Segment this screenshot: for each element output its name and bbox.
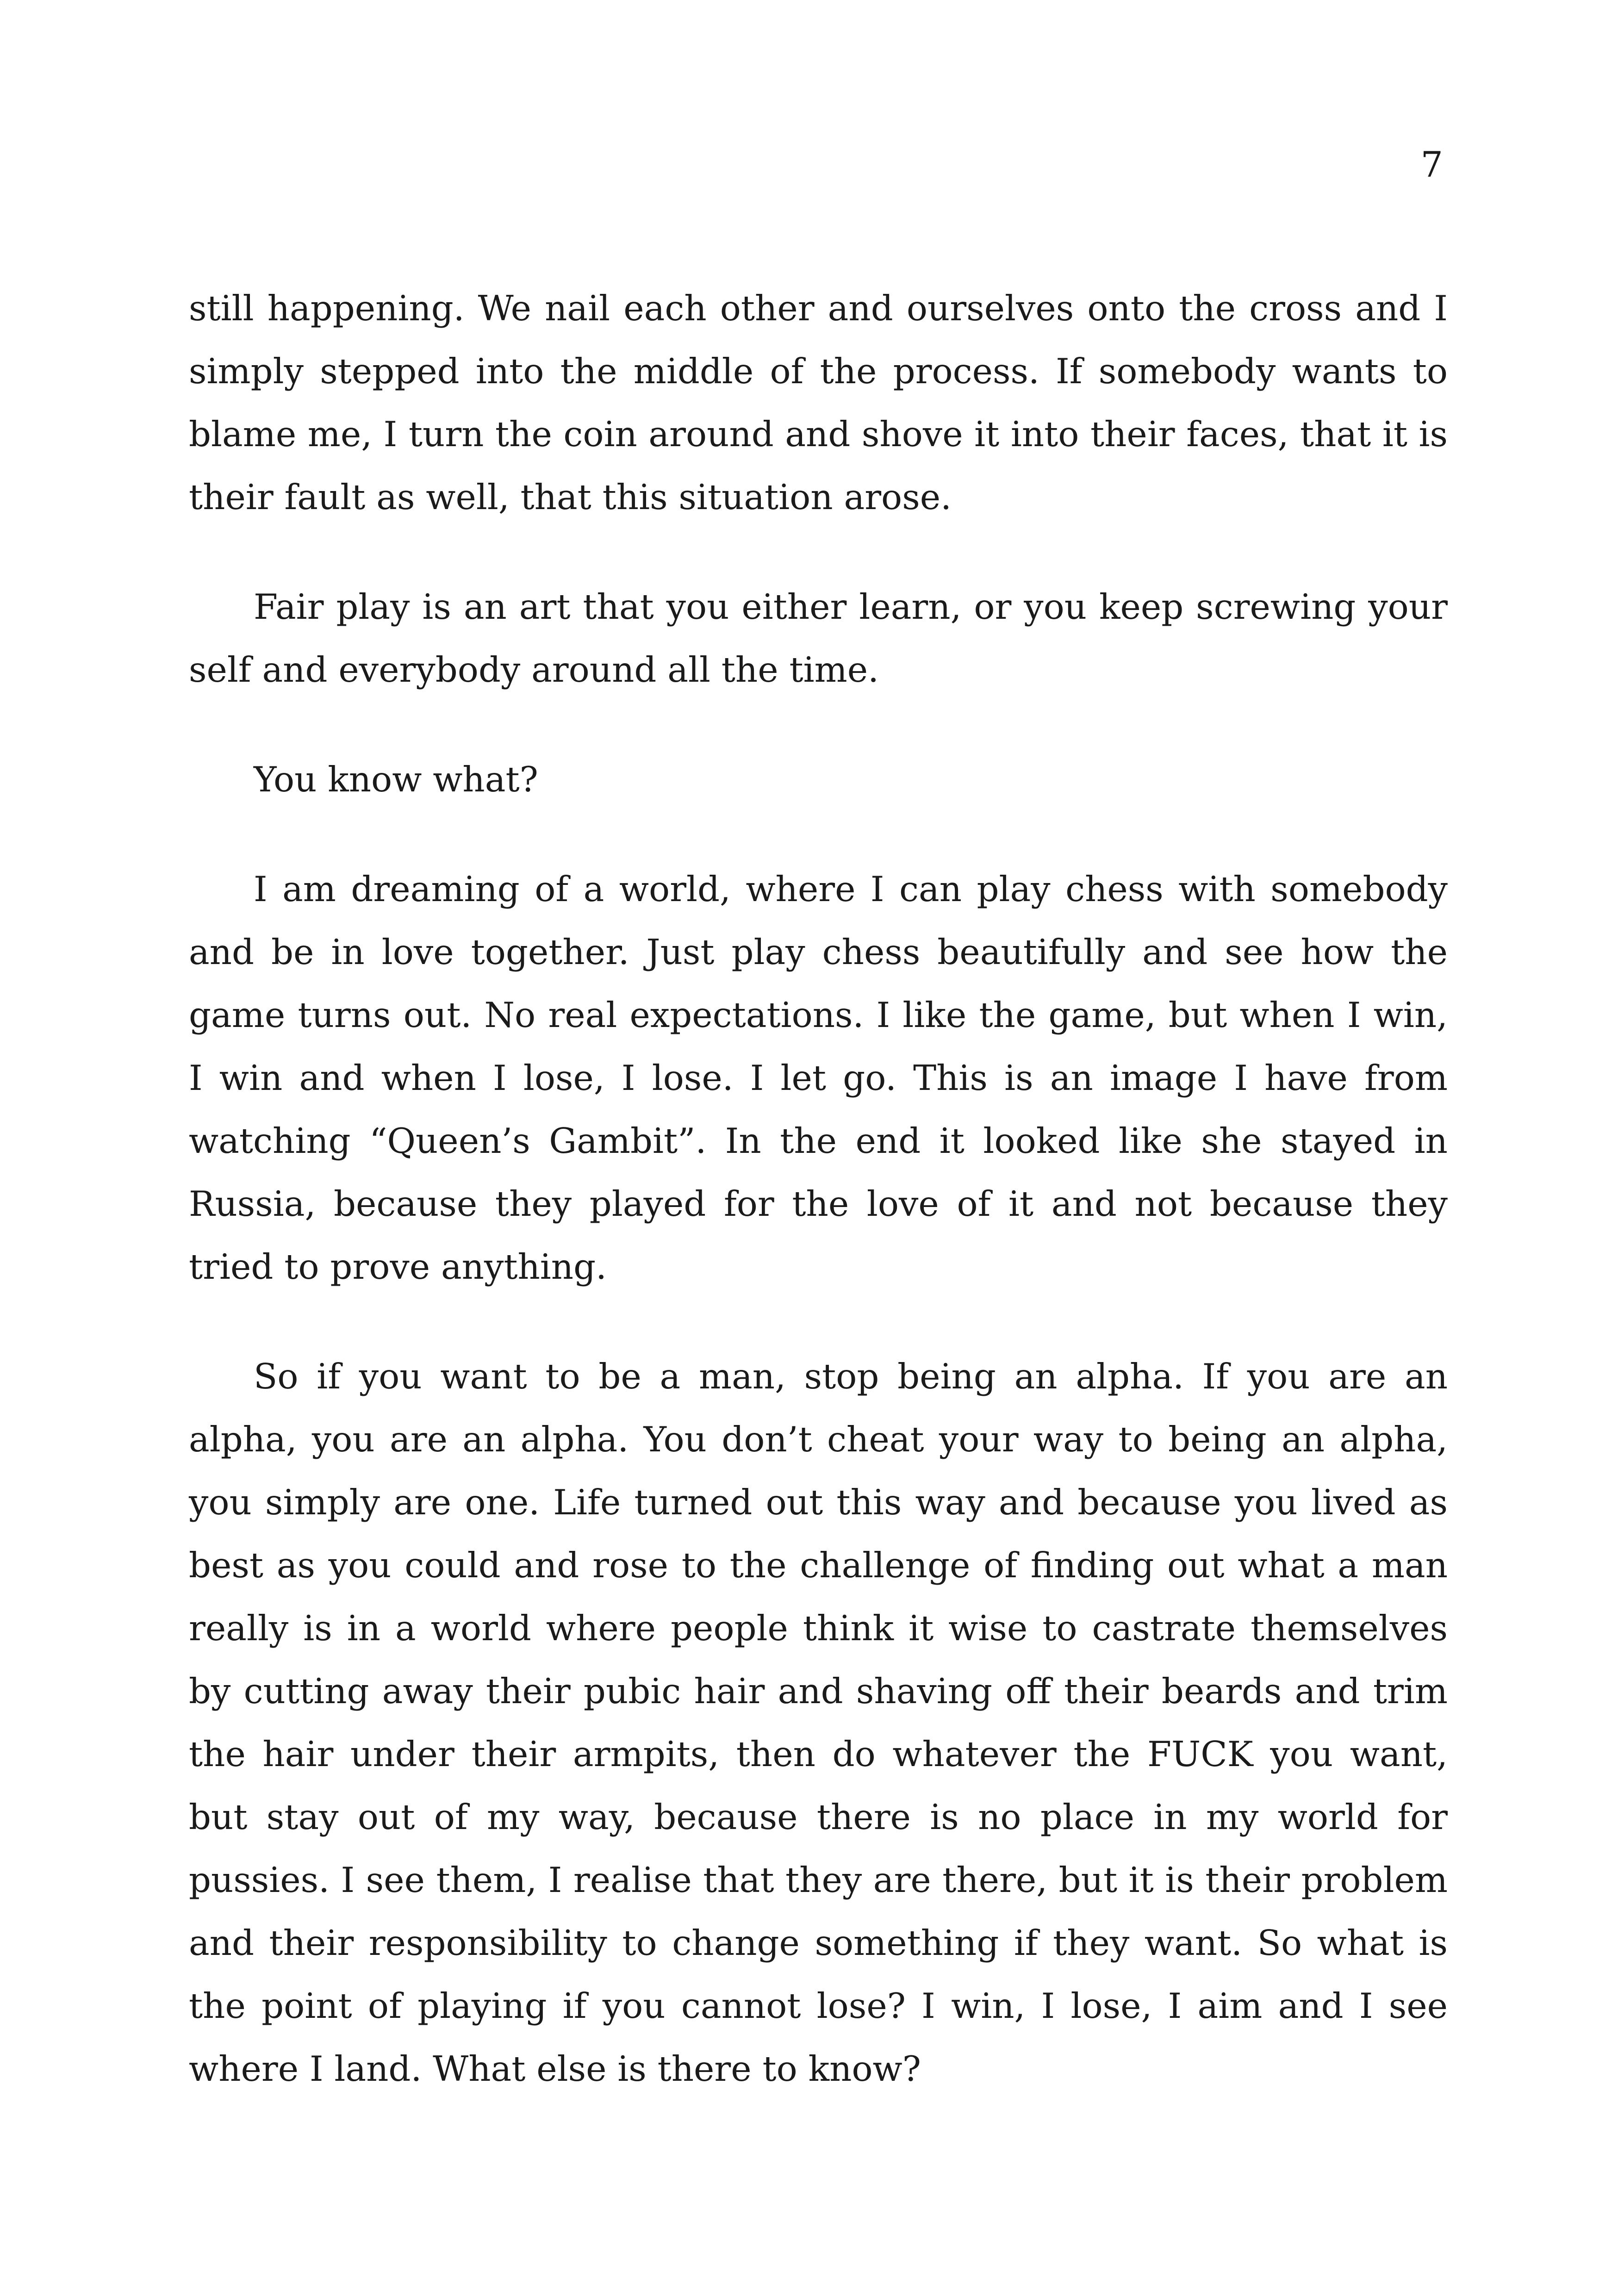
paragraph-you-know-what: You know what? <box>254 759 538 800</box>
body-text <box>189 277 1448 2100</box>
paragraph-fair-play: Fair play is an art that you either learn, or you keep screwing your self and everybody around all the time. <box>189 586 1448 690</box>
page-number: 7 <box>1420 144 1443 185</box>
paragraph-alpha: So if you want to be a man, stop being an alpha. If you are an alpha, you are an alpha. You don’t cheat your way to being an alpha, you simply are one. Life turned out this way and because you lived as best as you could and rose to the challenge of finding out what a man really is in a world where people think it wise to castrate themselves by cutting away their pubic hair and shaving off their beards and trim the hair under their armpits, then do whatever the FUCK you want, but stay out of my way, because there is no place in my world for pussies. I see them, I realise that they are there, but it is their problem and their responsibility to change something if they want. So what is the point of playing if you cannot lose? I win, I lose, I aim and I see where I land. What else is there to know? <box>189 1356 1448 2089</box>
paragraph-chess-dream: I am dreaming of a world, where I can play chess with somebody and be in love together. Just play chess beautifully and see how the game turns out. No real expectations. I like the game, but when I win, I win and when I lose, I lose. I let go. This is an image I have from watching “Queen’s Gambit”. In the end it looked like she stayed in Russia, because they played for the love of it and not because they tried to prove anything. <box>189 869 1448 1287</box>
paragraph-continuation: still happening. We nail each other and ourselves onto the cross and I simply stepped into the middle of the process. If somebody wants to blame me, I turn the coin around and shove it into their faces, that it is their fault as well, that this situation arose. <box>189 288 1448 517</box>
